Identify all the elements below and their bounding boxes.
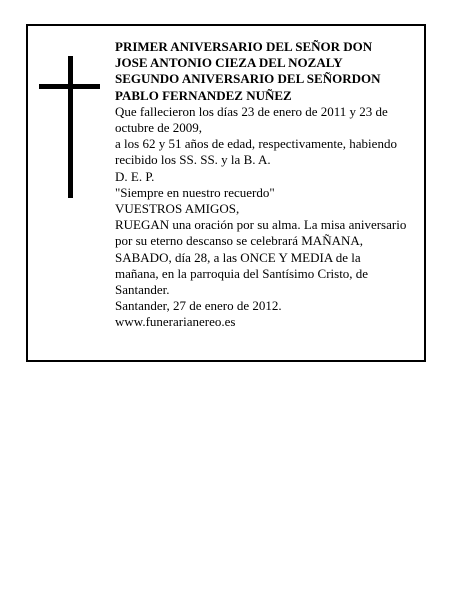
obituary-notice (26, 24, 426, 362)
body-line: Santander. (115, 282, 170, 298)
body-line: mañana, en la parroquia del Santísimo Cristo, de (115, 265, 369, 281)
heading-line: SEGUNDO ANIVERSARIO DEL SEÑORDON (115, 71, 381, 87)
body-line: VUESTROS AMIGOS, (115, 201, 240, 217)
body-line: RUEGAN una oración por su alma. La misa aniversario (115, 217, 407, 233)
body-line: D. E. P. (115, 168, 155, 184)
body-line: "Siempre en nuestro recuerdo" (115, 184, 275, 200)
website-link: www.funerarianereo.es (115, 314, 236, 330)
body-line: a los 62 y 51 años de edad, respectivamente, habiendo (115, 136, 397, 152)
cross-icon-bar (39, 84, 100, 89)
heading-line: PABLO FERNANDEZ NUÑEZ (115, 87, 292, 103)
body-line: por su eterno descanso se celebrará MAÑANA, (115, 233, 363, 249)
notice-text (115, 39, 425, 331)
body-line: Que fallecieron los días 23 de enero de 2011 y 23 de (115, 103, 388, 119)
heading-line: PRIMER ANIVERSARIO DEL SEÑOR DON (115, 39, 373, 54)
body-line: octubre de 2009, (115, 120, 203, 136)
heading-line: JOSE ANTONIO CIEZA DEL NOZALY (115, 55, 343, 71)
body-line: recibido los SS. SS. y la B. A. (115, 152, 271, 168)
body-line: SABADO, día 28, a las ONCE Y MEDIA de la (115, 249, 361, 265)
cross-icon (68, 56, 73, 198)
body-line: Santander, 27 de enero de 2012. (115, 298, 282, 314)
